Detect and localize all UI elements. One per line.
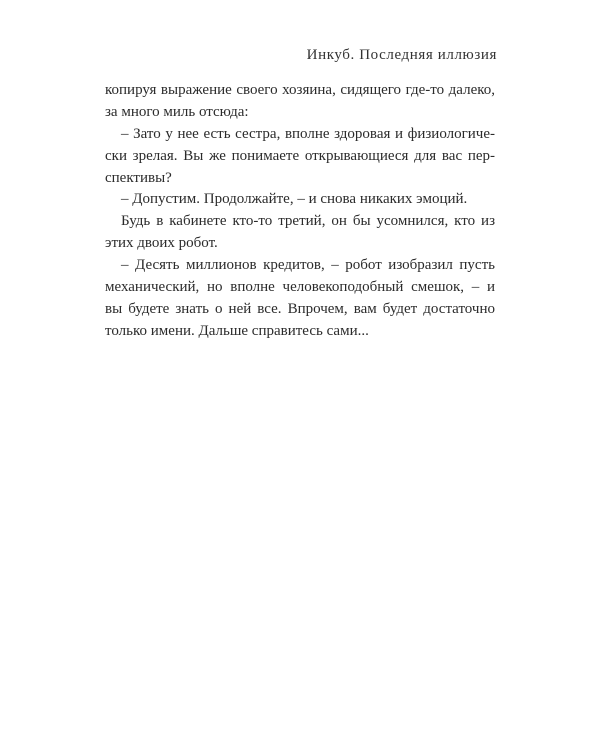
text-line: механический, но вполне человекоподобный смешок, – и: [105, 279, 495, 296]
text-line: вы будете знать о ней все. Впрочем, вам будет достаточно: [105, 300, 495, 317]
body-text: [105, 80, 495, 343]
text-line: – Допустим. Продолжайте, – и снова никаких эмоций.: [121, 191, 468, 208]
text-line: этих двоих робот.: [105, 235, 218, 252]
text-line: только имени. Дальше справитесь сами...: [105, 322, 369, 339]
running-head: Инкуб. Последняя иллюзия: [306, 47, 497, 63]
text-line: Будь в кабинете кто-то третий, он бы усомнился, кто из: [121, 213, 495, 230]
text-line: – Десять миллионов кредитов, – робот изобразил пусть: [121, 257, 495, 274]
text-line: копируя выражение своего хозяина, сидящего где-то далеко,: [105, 82, 495, 98]
text-line: спективы?: [105, 169, 172, 186]
text-line: ски зрелая. Вы же понимаете открывающиеся для вас пер-: [105, 147, 495, 164]
text-line: – Зато у нее есть сестра, вполне здоровая и физиологиче-: [121, 125, 495, 142]
text-line: за много миль отсюда:: [105, 103, 249, 120]
